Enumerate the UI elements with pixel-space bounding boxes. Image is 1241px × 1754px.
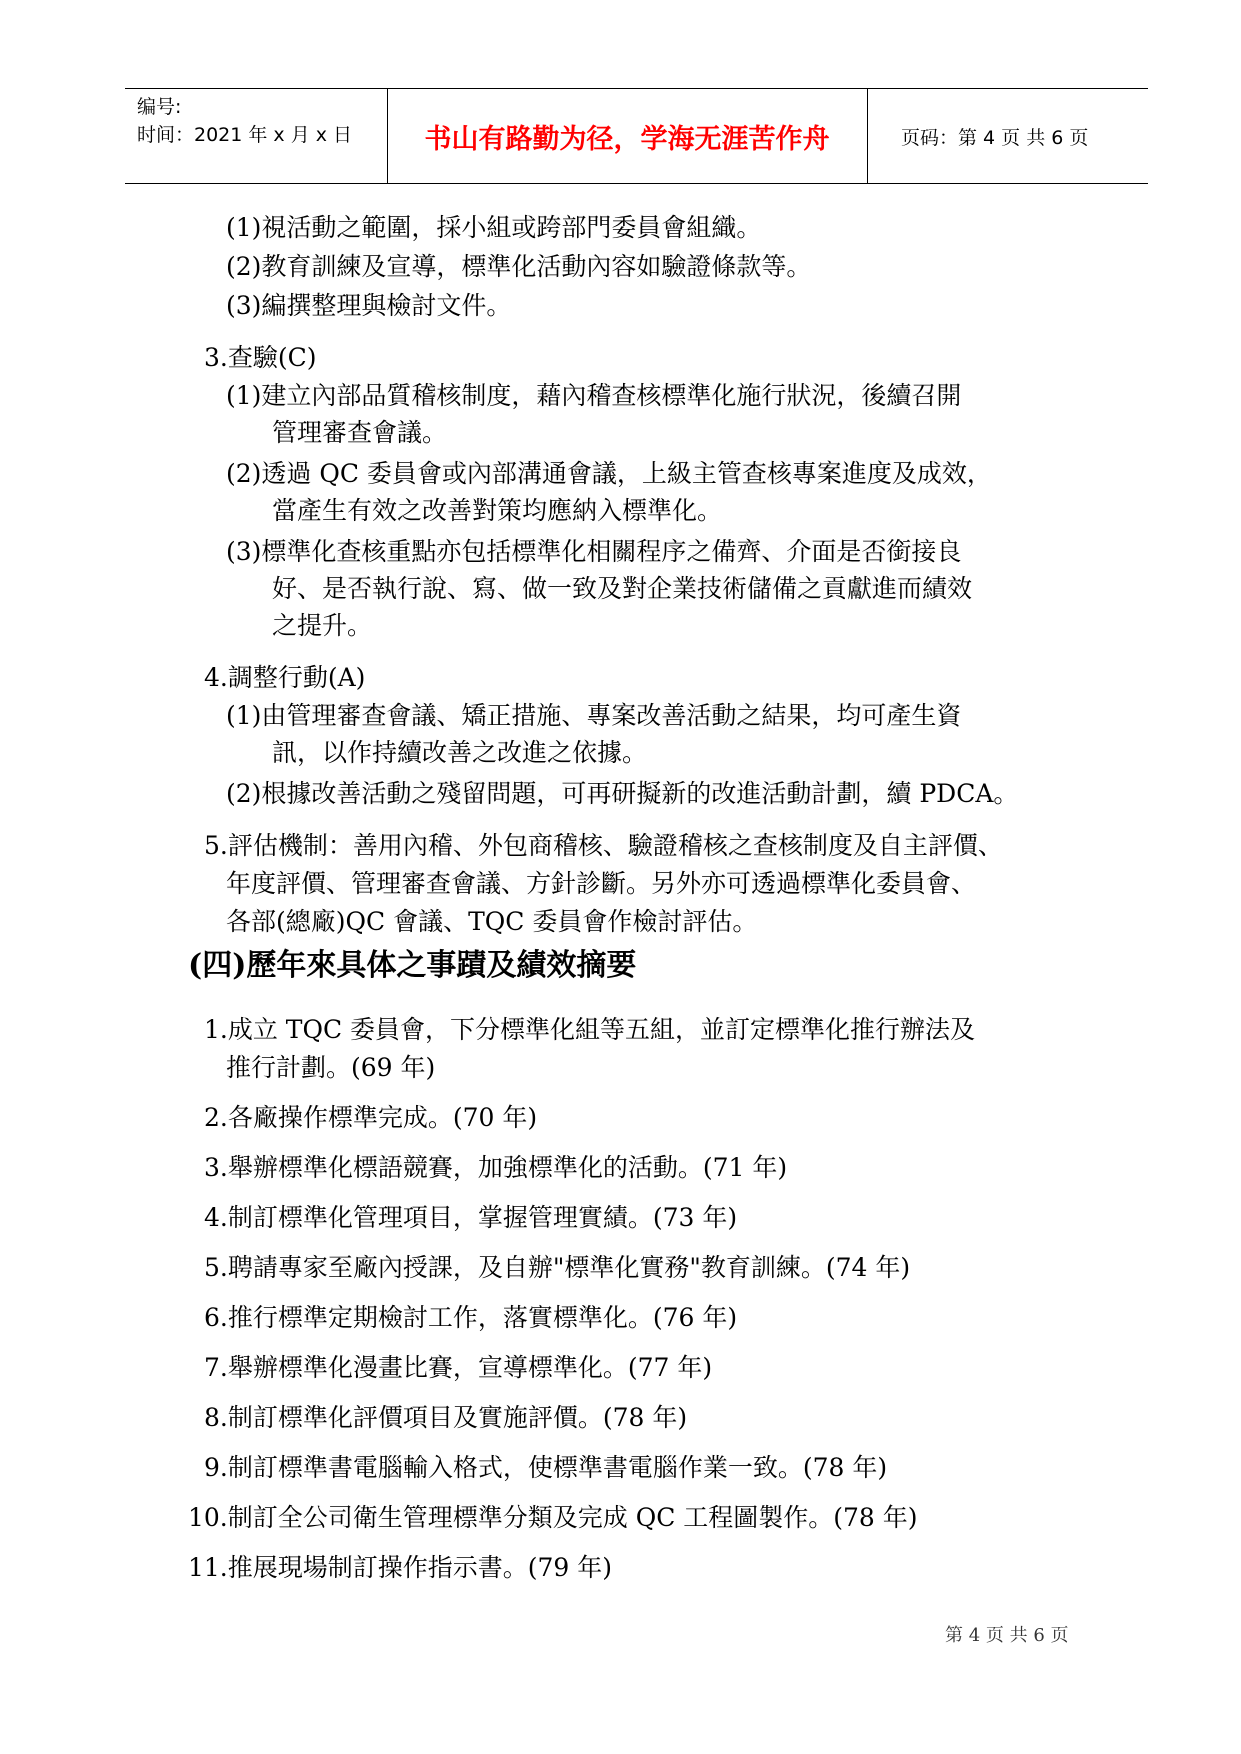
- evaluation-line: 年度評價、管理審查會議、方針診斷。另外亦可透過標準化委員會、: [226, 869, 977, 898]
- number-label: 编号:: [137, 96, 182, 118]
- achievement-item-cont: 推行計劃。(69 年): [226, 1053, 436, 1082]
- header-divider: [867, 89, 868, 183]
- section-title-check: 3.查驗(C): [204, 343, 317, 372]
- header-page-info: 页码：第 4 页 共 6 页: [901, 126, 1089, 149]
- list-item: (3)編撰整理與檢討文件。: [226, 291, 512, 320]
- list-item-cont: 訊，以作持續改善之改進之依據。: [272, 738, 648, 767]
- list-item-cont: 之提升。: [272, 611, 373, 640]
- achievement-item: 5.聘請專家至廠內授課，及自辦"標準化實務"教育訓練。(74 年): [204, 1253, 911, 1282]
- list-item-cont: 當產生有效之改善對策均應納入標準化。: [272, 496, 723, 525]
- section-title-act: 4.調整行動(A): [204, 663, 366, 692]
- list-item: (3)標準化查核重點亦包括標準化相關程序之備齊、介面是否銜接良: [226, 537, 962, 566]
- achievement-item: 1.成立 TQC 委員會，下分標準化組等五組，並訂定標準化推行辦法及: [204, 1015, 976, 1044]
- list-item: (1)由管理審查會議、矯正措施、專案改善活動之結果，均可產生資: [226, 701, 962, 730]
- achievement-item: 4.制訂標準化管理項目，掌握管理實績。(73 年): [204, 1203, 738, 1232]
- achievement-item: 2.各廠操作標準完成。(70 年): [204, 1103, 538, 1132]
- achievement-item: 9.制訂標準書電腦輸入格式，使標準書電腦作業一致。(78 年): [204, 1453, 888, 1482]
- list-item: (2)教育訓練及宣導，標準化活動內容如驗證條款等。: [226, 252, 812, 281]
- list-item-cont: 好、是否執行說、寫、做一致及對企業技術儲備之貢獻進而績效: [272, 574, 973, 603]
- evaluation-line: 各部(總廠)QC 會議、TQC 委員會作檢討評估。: [226, 907, 758, 936]
- evaluation-line: 5.評估機制：善用內稽、外包商稽核、驗證稽核之查核制度及自主評價、: [204, 831, 1003, 860]
- time-label: 时间：2021 年 x 月 x 日: [137, 124, 353, 146]
- list-item-cont: 管理審查會議。: [272, 418, 448, 447]
- list-item: (2)透過 QC 委員會或內部溝通會議，上級主管查核專案進度及成效，: [226, 459, 992, 488]
- achievement-item: 11.推展現場制訂操作指示書。(79 年): [188, 1553, 613, 1582]
- page-header: [125, 88, 1148, 184]
- achievement-item: 10.制訂全公司衛生管理標準分類及完成 QC 工程圖製作。(78 年): [188, 1503, 918, 1532]
- achievement-item: 3.舉辦標準化標語競賽，加強標準化的活動。(71 年): [204, 1153, 788, 1182]
- list-item: (1)建立內部品質稽核制度，藉內稽查核標準化施行狀況，後續召開: [226, 381, 962, 410]
- achievement-item: 7.舉辦標準化漫畫比賽，宣導標準化。(77 年): [204, 1353, 713, 1382]
- achievement-item: 6.推行標準定期檢討工作，落實標準化。(76 年): [204, 1303, 738, 1332]
- header-motto: 书山有路勤为径，学海无涯苦作舟: [424, 123, 830, 155]
- header-meta: [137, 93, 377, 149]
- section-heading: (四)歷年來具体之事蹟及績效摘要: [188, 948, 637, 983]
- achievement-item: 8.制訂標準化評價項目及實施評價。(78 年): [204, 1403, 688, 1432]
- list-item: (2)根據改善活動之殘留問題，可再研擬新的改進活動計劃，續 PDCA。: [226, 779, 1019, 808]
- page-footer: 第 4 页 共 6 页: [945, 1625, 1069, 1646]
- list-item: (1)視活動之範圍，採小組或跨部門委員會組織。: [226, 213, 762, 242]
